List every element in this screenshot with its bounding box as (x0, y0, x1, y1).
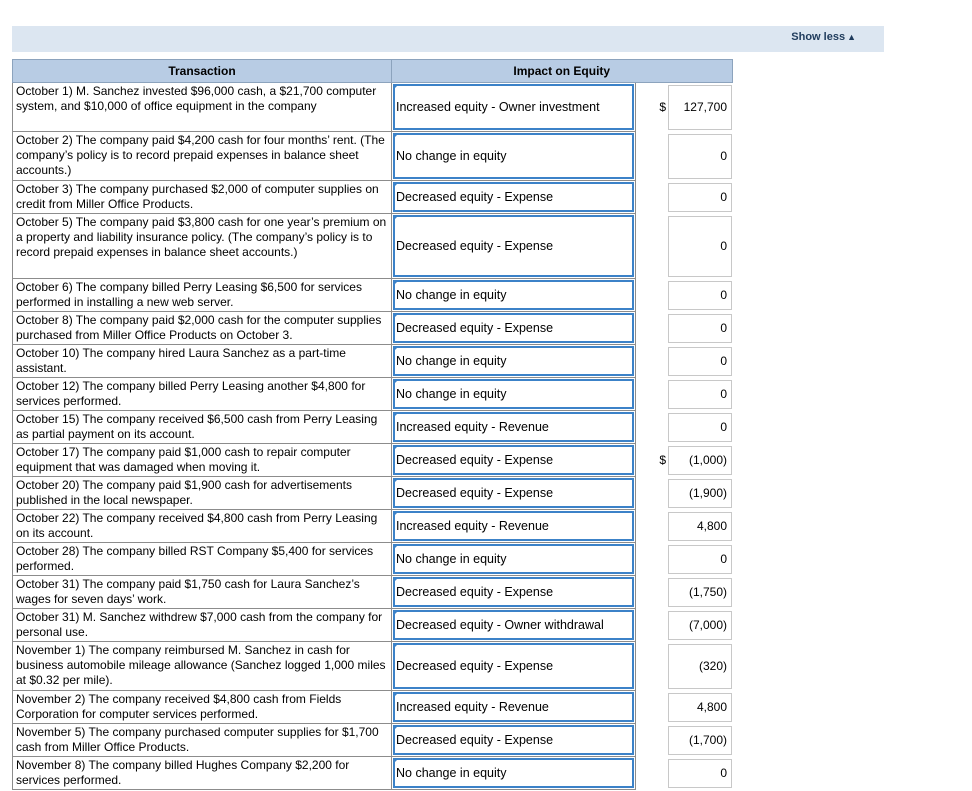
cell-marker-icon (393, 445, 399, 451)
impact-dropdown[interactable] (393, 478, 634, 508)
dollar-sign (636, 510, 667, 543)
cell-marker-icon (393, 610, 399, 616)
top-bar (12, 26, 884, 52)
cell-marker-icon (393, 84, 399, 90)
dollar-sign (636, 724, 667, 757)
dollar-sign (636, 279, 667, 312)
impact-select[interactable] (392, 378, 636, 411)
impact-value: Decreased equity - Expense (396, 190, 554, 204)
dollar-sign (636, 132, 667, 181)
transaction-text: October 31) M. Sanchez withdrew $7,000 cash from the company for personal use. (13, 609, 392, 642)
amount-value: (1,750) (668, 578, 732, 607)
impact-dropdown[interactable] (393, 379, 634, 409)
impact-select[interactable] (392, 757, 636, 790)
table-row (13, 757, 733, 790)
impact-value: Decreased equity - Expense (396, 659, 554, 673)
amount-input[interactable] (666, 214, 732, 279)
impact-value: No change in equity (396, 552, 507, 566)
table-row (13, 214, 733, 279)
amount-input[interactable] (666, 576, 732, 609)
dollar-sign (636, 609, 667, 642)
table-row (13, 132, 733, 181)
impact-select[interactable] (392, 345, 636, 378)
amount-value: 0 (668, 413, 732, 442)
impact-value: No change in equity (396, 354, 507, 368)
amount-value: 0 (668, 347, 732, 376)
amount-value: (1,000) (668, 446, 732, 475)
cell-marker-icon (393, 379, 399, 385)
amount-value: 0 (668, 545, 732, 574)
amount-input[interactable] (666, 181, 732, 214)
amount-value: 4,800 (668, 512, 732, 541)
dollar-sign: $ (659, 100, 666, 115)
cell-marker-icon (393, 133, 399, 139)
impact-value: Increased equity - Revenue (396, 519, 549, 533)
transaction-text: October 22) The company received $4,800 cash from Perry Leasing on its account. (13, 510, 392, 543)
impact-dropdown[interactable] (393, 544, 634, 574)
equity-impact-table (12, 59, 733, 790)
table-row (13, 724, 733, 757)
cell-marker-icon (393, 280, 399, 286)
transaction-text: November 8) The company billed Hughes Company $2,200 for services performed. (13, 757, 392, 790)
table-row (13, 411, 733, 444)
impact-value: Decreased equity - Expense (396, 321, 554, 335)
cell-marker-icon (393, 182, 399, 188)
dollar-sign (636, 181, 667, 214)
transaction-text: October 12) The company billed Perry Leasing another $4,800 for services performed. (13, 378, 392, 411)
amount-input[interactable] (666, 642, 732, 691)
amount-value: 4,800 (668, 693, 732, 722)
amount-value: 0 (668, 314, 732, 343)
impact-dropdown[interactable] (393, 610, 634, 640)
cell-marker-icon (393, 511, 399, 517)
table-row (13, 279, 733, 312)
show-less-label: Show less (791, 31, 846, 43)
amount-input[interactable] (666, 477, 732, 510)
table-row (13, 477, 733, 510)
table-row (13, 378, 733, 411)
impact-value: Decreased equity - Expense (396, 733, 554, 747)
impact-select[interactable] (392, 132, 636, 181)
amount-input[interactable] (666, 757, 732, 790)
amount-input[interactable] (666, 609, 732, 642)
transaction-text: October 8) The company paid $2,000 cash for the computer supplies purchased from Miller Office Products on October 3. (13, 312, 392, 345)
dollar-sign (636, 543, 667, 576)
impact-value: No change in equity (396, 149, 507, 163)
transaction-text: October 6) The company billed Perry Leasing $6,500 for services performed in installing a new web server. (13, 279, 392, 312)
transaction-text: October 5) The company paid $3,800 cash for one year’s premium on a property and liability insurance policy. (The company’s policy is to record prepaid expenses in balance sheet accounts.) (13, 214, 392, 279)
amount-input[interactable] (666, 724, 732, 757)
transaction-text: October 10) The company hired Laura Sanchez as a part-time assistant. (13, 345, 392, 378)
dollar-sign (636, 576, 667, 609)
impact-select[interactable] (392, 724, 636, 757)
table-header-row (13, 60, 733, 83)
cell-marker-icon (393, 544, 399, 550)
impact-value: No change in equity (396, 288, 507, 302)
impact-select[interactable] (392, 691, 636, 724)
amount-input[interactable] (666, 345, 732, 378)
transaction-text: October 15) The company received $6,500 cash from Perry Leasing as partial payment on its account. (13, 411, 392, 444)
amount-input[interactable] (666, 444, 732, 477)
dollar-sign (636, 691, 667, 724)
transaction-text: October 31) The company paid $1,750 cash for Laura Sanchez’s wages for seven days’ work. (13, 576, 392, 609)
impact-dropdown[interactable] (393, 692, 634, 722)
impact-dropdown[interactable] (393, 215, 634, 277)
impact-value: Decreased equity - Expense (396, 453, 554, 467)
dollar-sign: $ (659, 453, 666, 467)
cell-marker-icon (393, 577, 399, 583)
transaction-text: October 1) M. Sanchez invested $96,000 cash, a $21,700 computer system, and $10,000 of office equipment in the company (13, 83, 392, 132)
cell-marker-icon (393, 692, 399, 698)
amount-input[interactable] (666, 411, 732, 444)
impact-dropdown[interactable] (393, 511, 634, 541)
amount-input[interactable] (666, 691, 732, 724)
transaction-text: October 20) The company paid $1,900 cash for advertisements published in the local newspaper. (13, 477, 392, 510)
impact-select[interactable] (392, 181, 636, 214)
dollar-sign (636, 757, 667, 790)
impact-select[interactable] (392, 510, 636, 543)
dollar-sign (636, 642, 667, 691)
amount-value: 0 (668, 380, 732, 409)
cell-marker-icon (393, 215, 399, 221)
impact-select[interactable] (392, 609, 636, 642)
table-row (13, 691, 733, 724)
show-less-link[interactable] (791, 31, 856, 43)
amount-value: 127,700 (668, 85, 732, 130)
transaction-text: October 28) The company billed RST Company $5,400 for services performed. (13, 543, 392, 576)
impact-select[interactable] (392, 214, 636, 279)
impact-value: No change in equity (396, 766, 507, 780)
amount-value: 0 (668, 134, 732, 179)
table-row (13, 312, 733, 345)
dollar-sign (636, 345, 667, 378)
impact-dropdown[interactable] (393, 346, 634, 376)
impact-dropdown[interactable] (393, 577, 634, 607)
transaction-text: October 2) The company paid $4,200 cash for four months’ rent. (The company’s policy is to record prepaid expenses in balance sheet accounts.) (13, 132, 392, 181)
amount-value: (320) (668, 644, 732, 689)
table-row (13, 345, 733, 378)
amount-input[interactable] (666, 378, 732, 411)
impact-select[interactable] (392, 83, 636, 132)
transaction-text: October 3) The company purchased $2,000 of computer supplies on credit from Miller Office Products. (13, 181, 392, 214)
transaction-text: October 17) The company paid $1,000 cash to repair computer equipment that was damaged when moving it. (13, 444, 392, 477)
impact-select[interactable] (392, 477, 636, 510)
cell-marker-icon (393, 478, 399, 484)
impact-dropdown[interactable] (393, 182, 634, 212)
amount-input[interactable] (666, 510, 732, 543)
impact-select[interactable] (392, 411, 636, 444)
impact-value: Increased equity - Revenue (396, 700, 549, 714)
amount-input[interactable] (666, 312, 732, 345)
impact-dropdown[interactable] (393, 758, 634, 788)
dollar-sign (636, 378, 667, 411)
amount-value: 0 (668, 281, 732, 310)
amount-value: (7,000) (668, 611, 732, 640)
impact-dropdown[interactable] (393, 725, 634, 755)
dollar-sign (636, 214, 667, 279)
impact-select[interactable] (392, 444, 636, 477)
impact-value: Decreased equity - Expense (396, 585, 554, 599)
cell-marker-icon (393, 346, 399, 352)
column-header-impact: Impact on Equity (392, 60, 733, 83)
dollar-sign (636, 312, 667, 345)
impact-dropdown[interactable] (393, 133, 634, 179)
cell-marker-icon (393, 725, 399, 731)
cell-marker-icon (393, 758, 399, 764)
impact-select[interactable] (392, 576, 636, 609)
transaction-text: November 5) The company purchased computer supplies for $1,700 cash from Miller Office Products. (13, 724, 392, 757)
impact-dropdown[interactable] (393, 412, 634, 442)
impact-value: Decreased equity - Owner withdrawal (396, 618, 604, 632)
amount-input[interactable] (666, 543, 732, 576)
triangle-up-icon: ▲ (847, 32, 856, 42)
table-row (13, 576, 733, 609)
transaction-text: November 1) The company reimbursed M. Sanchez in cash for business automobile mileage allowance (Sanchez logged 1,000 miles at $0.32 per mile). (13, 642, 392, 691)
impact-select[interactable] (392, 642, 636, 691)
table-row (13, 510, 733, 543)
impact-value: Decreased equity - Expense (396, 239, 554, 253)
table-row (13, 444, 733, 477)
amount-input[interactable] (666, 279, 732, 312)
table-row (13, 543, 733, 576)
impact-value: Increased equity - Revenue (396, 420, 549, 434)
table-row (13, 83, 733, 132)
impact-dropdown[interactable] (393, 445, 634, 475)
impact-value: Increased equity - Owner investment (396, 100, 600, 114)
amount-value: 0 (668, 183, 732, 212)
impact-select[interactable] (392, 543, 636, 576)
amount-value: (1,900) (668, 479, 732, 508)
impact-dropdown[interactable] (393, 313, 634, 343)
impact-dropdown[interactable] (393, 643, 634, 689)
cell-marker-icon (393, 643, 399, 649)
impact-value: Decreased equity - Expense (396, 486, 554, 500)
table-row (13, 181, 733, 214)
cell-marker-icon (393, 313, 399, 319)
column-header-transaction: Transaction (13, 60, 392, 83)
amount-input[interactable] (666, 132, 732, 181)
impact-select[interactable] (392, 312, 636, 345)
impact-dropdown[interactable] (393, 280, 634, 310)
impact-dropdown[interactable] (393, 84, 634, 130)
table-row (13, 609, 733, 642)
transaction-text: November 2) The company received $4,800 cash from Fields Corporation for computer services performed. (13, 691, 392, 724)
amount-value: 0 (668, 759, 732, 788)
dollar-sign (636, 477, 667, 510)
amount-value: (1,700) (668, 726, 732, 755)
impact-select[interactable] (392, 279, 636, 312)
dollar-sign (636, 411, 667, 444)
impact-value: No change in equity (396, 387, 507, 401)
amount-value: 0 (668, 216, 732, 277)
cell-marker-icon (393, 412, 399, 418)
amount-input[interactable] (666, 83, 732, 132)
table-row (13, 642, 733, 691)
